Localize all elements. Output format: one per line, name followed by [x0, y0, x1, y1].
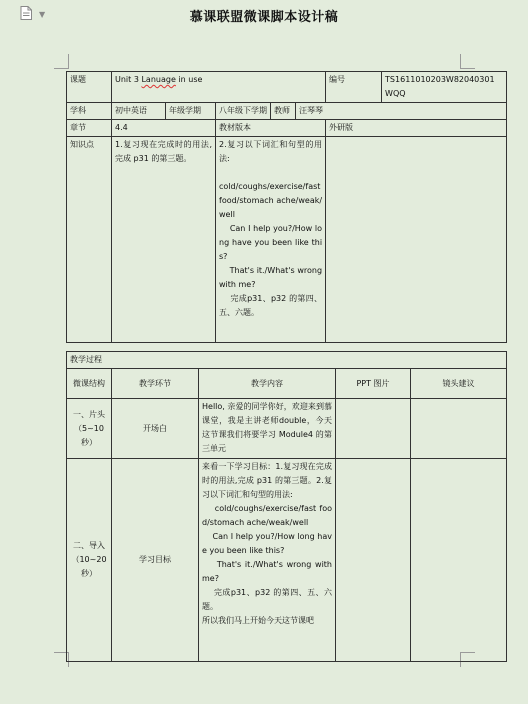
misspelled-word: Lanuage: [141, 75, 176, 84]
grade-value: 八年级下学期: [216, 103, 271, 120]
row-ppt: [336, 399, 411, 459]
knowledge-point-1: 1.复习现在完成时的用法,完成 p31 的第三题。: [112, 137, 216, 343]
course-info-table: [66, 71, 507, 343]
row-camera: [411, 459, 507, 662]
knowledge-point-2: 2.复习以下词汇和句型的用法: cold/coughs/exercise/fast food/stomach ache/weak/well Can I help you?/How long have you been like this? That's it./What's wrong with me? 完成p31、p32 的第四、五、六题。: [216, 137, 326, 343]
teacher-value: 汪琴琴: [296, 103, 507, 120]
chapter-label: 章节: [67, 120, 112, 137]
row-ppt: [336, 459, 411, 662]
teacher-label: 教师: [271, 103, 296, 120]
row-step: 学习目标: [112, 459, 199, 662]
header-step: 教学环节: [112, 369, 199, 399]
header-content: 教学内容: [199, 369, 336, 399]
row-step: 开场白: [112, 399, 199, 459]
process-section-label: 教学过程: [67, 352, 507, 369]
row-camera: [411, 399, 507, 459]
table-row: [67, 459, 507, 662]
crop-mark-top-left: [54, 54, 69, 69]
header-ppt: PPT 图片: [336, 369, 411, 399]
header-camera: 镜头建议: [411, 369, 507, 399]
teaching-process-table: [66, 351, 507, 662]
row-structure: 一、片头 （5~10秒）: [67, 399, 112, 459]
subject-value: 初中英语: [112, 103, 166, 120]
chevron-down-icon[interactable]: ▼: [39, 10, 46, 19]
code-label: 编号: [326, 72, 382, 103]
grade-label: 年级学期: [166, 103, 216, 120]
knowledge-label: 知识点: [67, 137, 112, 343]
edition-value: 外研版: [326, 120, 507, 137]
code-value: TS1611010203W82040301 WQQ: [382, 72, 507, 103]
subject-label: 学科: [67, 103, 112, 120]
table-row: [67, 399, 507, 459]
knowledge-empty: [326, 137, 507, 343]
crop-mark-top-right: [460, 54, 475, 69]
edition-label: 教材版本: [216, 120, 326, 137]
topic-label: 课题: [67, 72, 112, 103]
document-title: 慕课联盟微课脚本设计稿: [189, 10, 339, 25]
row-content: Hello, 亲爱的同学你好，欢迎来到慕课堂，我是主讲老师double，今天这节课我们将要学习 Module4 的第三单元: [199, 399, 336, 459]
row-content: 来看一下学习目标：1.复习现在完成时的用法,完成 p31 的第三题。2.复习以下词汇和句型的用法: cold/coughs/exercise/fast food/stomach ache/weak/well Can I help you?/How long have you been like this? That's it./What's wrong with me? 完成p31、p32 的第四、五、六题。 所以我们马上开始今天这节课吧: [199, 459, 336, 662]
header-structure: 微课结构: [67, 369, 112, 399]
row-structure: 二、导入 （10~20秒）: [67, 459, 112, 662]
chapter-value: 4.4: [112, 120, 216, 137]
topic-value: Unit 3 Lanuage in use: [112, 72, 326, 103]
